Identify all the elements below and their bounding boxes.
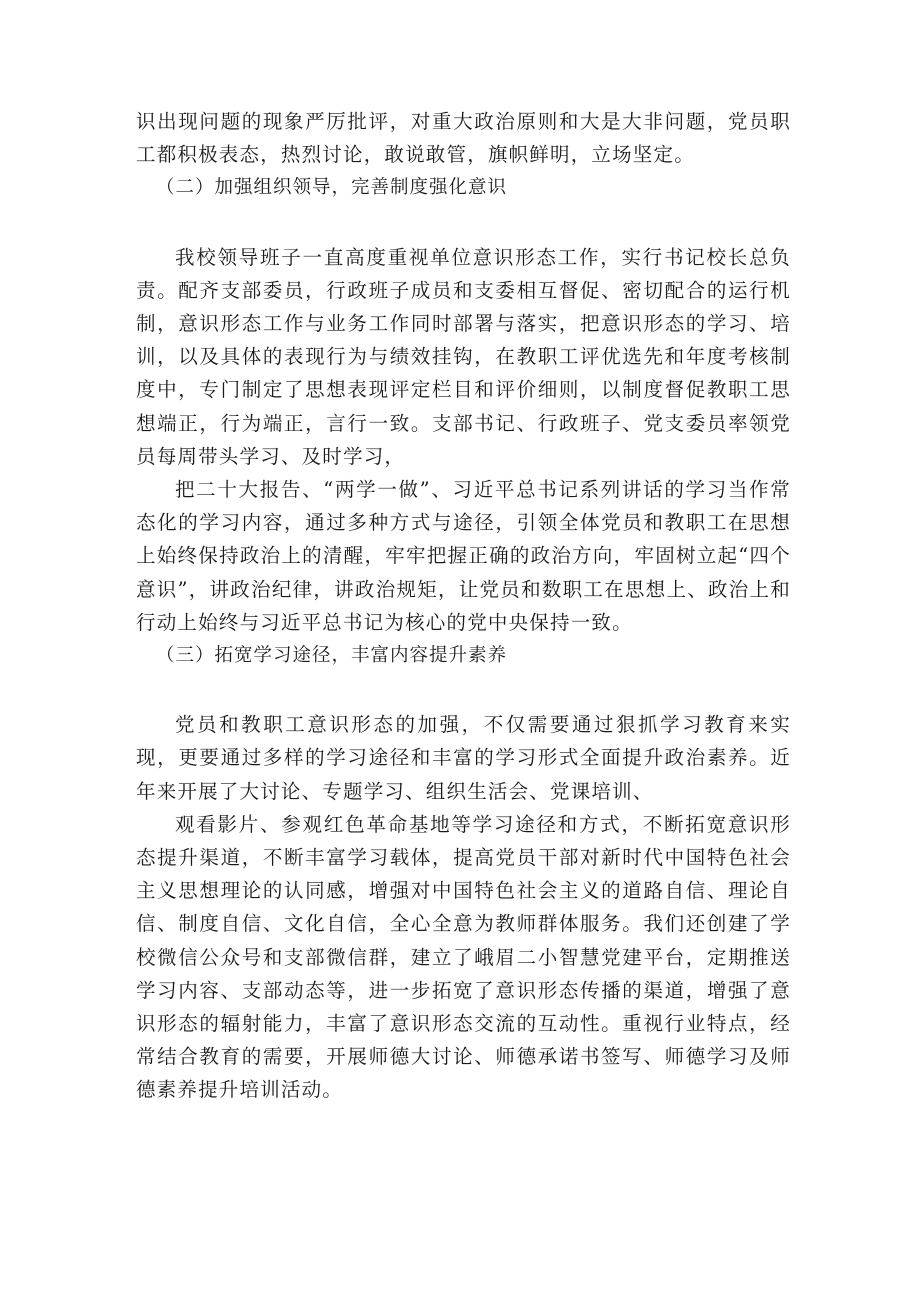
section-heading-2: （二）加强组织领导，完善制度强化意识	[156, 177, 508, 199]
paragraph-2: 我校领导班子一直高度重视单位意识形态工作，实行书记校长总负责。配齐支部委员，行政班子成员和支委相互督促、密切配合的运行机制，意识形态工作与业务工作同时部署与落实，把意识形态的学习、培训，以及具体的表现行为与绩效挂钩，在教职工评优选先和年度考核制度中，专门制定了思想表现评定栏目和评价细则，以制度督促教职工思想端正，行为端正，言行一致。支部书记、行政班子、党支委员率领党员每周带头学习、及时学习，	[136, 245, 791, 468]
paragraph-1: 识出现问题的现象严厉批评，对重大政治原则和大是大非问题，党员职工都积极表态，热烈讨论，敢说敢管，旗帜鲜明，立场坚定。	[136, 110, 791, 167]
section-heading-3: （三）拓宽学习途径，丰富内容提升素养	[156, 645, 508, 667]
paragraph-4: 党员和教职工意识形态的加强，不仅需要通过狠抓学习教育来实现，更要通过多样的学习途径和丰富的学习形式全面提升政治素养。近年来开展了大讨论、专题学习、组织生活会、党课培训、	[136, 713, 791, 803]
paragraph-5: 观看影片、参观红色革命基地等学习途径和方式，不断拓宽意识形态提升渠道，不断丰富学习载体，提高党员干部对新时代中国特色社会主义思想理论的认同感，增强对中国特色社会主义的道路自信、理论自信、制度自信、文化自信，全心全意为教师群体服务。我们还创建了学校微信公众号和支部微信群，建立了峨眉二小智慧党建平台，定期推送学习内容、支部动态等，进一步拓宽了意识形态传播的渠道，增强了意识形态的辐射能力，丰富了意识形态交流的互动性。重视行业特点，经常结合教育的需要，开展师德大讨论、师德承诺书签写、师德学习及师德素养提升培训活动。	[136, 812, 791, 1102]
document-body	[136, 105, 791, 1107]
paragraph-3: 把二十大报告、“两学一做”、习近平总书记系列讲话的学习当作常态化的学习内容，通过多种方式与途径，引领全体党员和教职工在思想上始终保持政治上的清醒，牢牢把握正确的政治方向，牢固树立起“四个意识”，讲政治纪律，讲政治规矩，让党员和数职工在思想上、政治上和行动上始终与习近平总书记为核心的党中央保持一致。	[136, 478, 791, 634]
